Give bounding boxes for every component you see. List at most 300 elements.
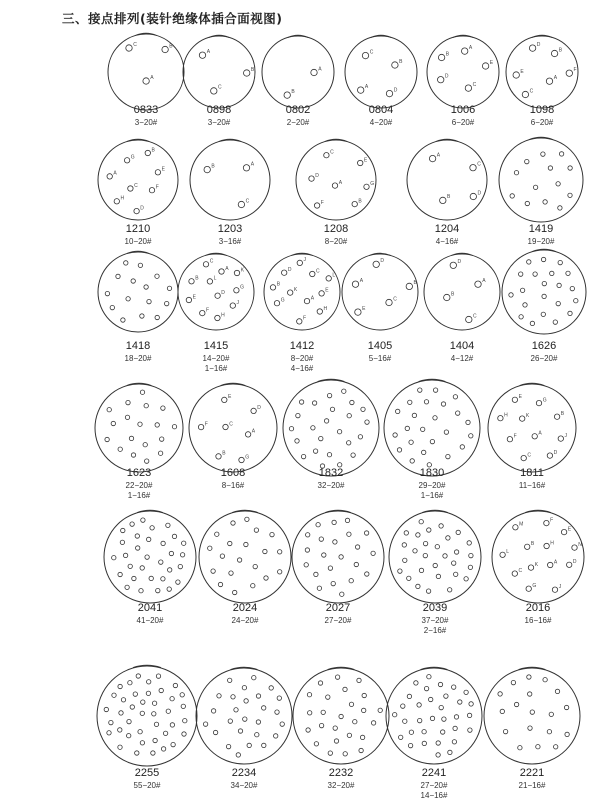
contact-spec: 4−16# [435,237,459,246]
contact-hole [317,309,322,314]
contact-letter: B [250,66,255,73]
contact-hole [533,185,537,189]
contact-hole [166,709,170,713]
contact-hole [475,281,481,287]
contact-hole [114,199,119,204]
contact-hole [256,720,260,724]
contact-letter: D [477,190,482,197]
contact-hole [407,694,411,698]
contact-hole [543,200,547,204]
contact-hole [565,732,569,736]
contact-letter: A [436,152,441,159]
contact-hole [498,416,503,421]
contact-hole [161,541,165,545]
contact-hole [568,193,572,197]
contact-hole [514,171,518,175]
contact-letter: B [291,88,295,95]
contact-hole [305,548,309,552]
contact-hole [121,318,125,322]
contact-hole [319,723,323,727]
contact-hole [566,70,572,76]
contact-hole [252,676,256,680]
contact-hole [243,165,249,171]
insert-outline [384,380,480,476]
contact-letter: A [553,75,558,81]
contact-letter: C [209,258,214,265]
contact-hole [359,748,363,752]
connector-face-1210 [90,132,186,228]
contact-hole [334,739,338,743]
contact-hole [199,52,205,58]
contact-hole [441,730,445,734]
contact-hole [470,193,476,199]
contact-letter: E [362,305,366,312]
contact-hole [513,72,519,78]
contact-hole [275,710,279,714]
contact-hole [542,294,546,298]
contact-letter: C [369,49,374,56]
contact-hole [127,719,131,723]
contact-hole [522,91,528,97]
contact-hole [118,745,122,749]
contact-spec: 4−16# [290,364,314,373]
contact-letter: B [195,275,199,282]
contact-hole [365,420,369,424]
contact-hole [155,423,159,427]
contact-hole [170,697,174,701]
contact-hole [256,694,260,698]
connector-face-2221 [476,660,588,772]
contact-hole [204,166,210,172]
contact-hole [326,695,330,699]
contact-hole [529,45,535,51]
contact-spec: 27−20# [420,781,448,790]
contact-hole [450,262,456,268]
contact-hole [433,416,437,420]
contact-hole [546,78,552,84]
contact-hole [306,533,310,537]
contact-hole [170,723,174,727]
connector-code: 1626 [531,340,557,352]
contact-hole [289,427,293,431]
contact-hole [446,454,450,458]
contact-hole [213,730,217,734]
contact-letter: A [318,66,322,73]
connector-code: 1623 [126,467,152,479]
insert-outline [296,140,376,220]
contact-hole [181,704,185,708]
contact-spec: 2−20# [286,118,310,127]
connector-face-2041 [96,503,204,611]
contact-hole [316,523,320,527]
contact-hole [140,711,144,715]
contact-letter: D [257,405,261,412]
insert-outline [292,511,384,603]
connector-face-1608 [181,376,285,480]
contact-letter: E [325,287,329,294]
contact-hole [128,564,132,568]
contact-hole [514,702,518,706]
contact-hole [284,92,290,98]
contact-spec: 3−16# [218,237,242,246]
contact-hole [468,728,472,732]
contact-hole [556,182,560,186]
contact-letter: C [134,182,138,189]
contact-letter: C [472,81,477,88]
contact-hole [270,532,274,536]
contact-hole [282,270,287,275]
contact-hole [228,719,232,723]
contact-letter: F [206,307,210,314]
contact-hole [558,260,562,264]
contact-hole [203,262,208,267]
contact-letter: H [120,195,125,202]
contact-hole [180,693,184,697]
contact-hole [153,738,157,742]
contact-hole [548,166,552,170]
contact-hole [159,560,163,564]
connector-face-1006 [419,28,507,116]
connector-code: 1418 [125,340,151,352]
contact-letter: A [538,430,542,437]
contact-hole [301,454,305,458]
contact-hole [138,263,142,267]
contact-hole [125,585,129,589]
contact-hole [446,536,450,540]
contact-hole [131,279,135,283]
contact-hole [362,52,368,58]
contact-hole [403,558,407,562]
contact-letter: B [358,198,362,205]
contact-hole [536,745,540,749]
contact-spec: 32−20# [327,781,355,790]
contact-hole [386,299,392,305]
contact-hole [228,541,232,545]
connector-code: 2234 [231,767,257,779]
connector-code: 1608 [220,467,246,479]
contact-hole [423,541,427,545]
contact-hole [111,421,115,425]
contact-hole [444,294,450,300]
insert-outline [190,140,270,220]
contact-hole [278,570,282,574]
contact-hole [116,274,120,278]
contact-hole [355,545,359,549]
connector-code: 1405 [367,340,393,352]
contact-hole [151,751,155,755]
contact-hole [230,303,235,308]
contact-hole [393,433,397,437]
contact-hole [435,545,439,549]
contact-letter: D [380,258,385,265]
contact-hole [364,184,369,189]
connector-code: 2221 [519,767,545,779]
contact-hole [528,726,532,730]
contact-hole [438,54,444,60]
contact-hole [558,436,563,441]
connector-code: 0802 [285,104,311,116]
contact-hole [321,710,325,714]
contact-spec: 1−16# [420,491,444,500]
contact-hole [126,400,130,404]
connector-code: 1006 [450,104,476,116]
contact-hole [438,682,442,686]
contact-hole [143,443,147,447]
contact-hole [468,565,472,569]
contact-hole [262,743,266,747]
contact-letter: E [489,59,494,66]
contact-hole [307,693,311,697]
contact-letter: C [473,313,477,320]
contact-hole [470,165,476,171]
insert-outline [196,668,292,764]
contact-hole [513,525,518,530]
contact-hole [311,426,315,430]
contact-spec: 19−20# [527,237,555,246]
connector-face-2016 [484,503,592,611]
contact-hole [333,540,337,544]
insert-outline [262,36,334,108]
contact-hole [404,531,408,535]
contact-hole [407,576,411,580]
contact-letter: C [527,452,532,459]
contact-hole [532,434,537,439]
contact-letter: J [558,584,562,590]
contact-hole [138,422,142,426]
contact-hole [141,700,145,704]
contact-hole [317,586,321,590]
contact-hole [566,271,570,275]
contact-letter: C [518,567,523,574]
contact-hole [464,690,468,694]
contact-hole [263,549,267,553]
contact-hole [328,751,332,755]
contact-hole [345,518,349,522]
contact-hole [340,592,344,596]
contact-hole [126,45,132,51]
contact-hole [149,576,153,580]
contact-hole [140,566,144,570]
contact-hole [264,576,268,580]
contact-hole [454,572,458,576]
contact-hole [186,297,191,302]
contact-hole [347,733,351,737]
contact-hole [244,70,250,76]
contact-hole [355,309,361,315]
contact-hole [544,543,549,548]
contact-spec: 34−20# [230,781,258,790]
contact-hole [503,729,507,733]
contact-letter: C [330,149,334,156]
connector-code: 1210 [125,223,151,235]
contact-hole [528,565,533,570]
contact-letter: A [206,49,211,55]
contact-hole [253,564,257,568]
contact-letter: C [529,88,534,95]
contact-spec: 1−16# [127,491,151,500]
contact-spec: 18−20# [124,354,152,363]
contact-hole [353,720,357,724]
contact-hole [110,305,114,309]
contact-hole [568,311,572,315]
contact-hole [427,528,431,532]
contact-hole [254,528,258,532]
contact-hole [527,675,531,679]
contact-hole [453,395,457,399]
contact-hole [568,166,572,170]
contact-hole [349,579,353,583]
contact-letter: D [315,172,319,179]
contact-hole [200,310,205,315]
contact-hole [207,279,212,284]
contact-hole [183,719,187,723]
insert-outline [488,384,576,472]
contact-hole [555,689,559,693]
contact-hole [247,743,251,747]
connector-code: 2016 [525,602,551,614]
contact-letter: B [530,541,535,548]
connector-face-1203 [182,132,278,228]
contact-hole [347,441,351,445]
contact-hole [222,397,227,402]
contact-letter: E [520,68,524,75]
contact-hole [507,437,512,442]
contact-letter: D [287,267,292,273]
contact-hole [416,533,420,537]
insert-outline [424,254,500,330]
contact-hole [155,170,160,175]
contact-hole [306,728,310,732]
contact-hole [398,569,402,573]
connector-face-2241 [378,660,490,772]
contact-hole [396,409,400,413]
contact-hole [182,732,186,736]
contact-hole [423,553,427,557]
contact-hole [239,457,244,462]
contact-letter: D [221,290,225,296]
contact-hole [452,685,456,689]
contact-hole [154,722,158,726]
contact-hole [147,537,151,541]
contact-hole [262,706,266,710]
contact-letter: A [553,559,558,566]
contact-hole [442,717,446,721]
contact-hole [454,550,458,554]
connector-face-2234 [188,660,300,772]
contact-hole [561,529,566,534]
contact-hole [277,696,281,700]
contact-hole [105,437,109,441]
contact-spec: 6−20# [451,118,475,127]
contact-letter: C [393,296,397,303]
contact-hole [351,453,355,457]
connector-face-1405 [334,246,426,338]
contact-hole [140,390,144,394]
contact-hole [176,580,180,584]
connector-face-0898 [175,28,263,116]
contact-hole [274,734,278,738]
contact-hole [333,726,337,730]
contact-hole [557,283,561,287]
contact-letter: C [229,421,233,428]
contact-hole [180,553,184,557]
connector-code: 0833 [133,104,159,116]
insert-outline [499,138,583,222]
contact-spec: 32−20# [317,481,345,490]
contact-hole [231,521,235,525]
contact-hole [544,520,549,525]
connector-code: 2041 [137,602,163,614]
contact-hole [327,453,331,457]
contact-hole [421,427,425,431]
contact-letter: C [133,41,137,48]
contact-hole [527,260,531,264]
connector-code: 2255 [134,767,160,779]
contact-hole [525,201,529,205]
contact-hole [234,270,239,275]
contact-hole [104,707,108,711]
contact-hole [133,692,137,696]
contact-hole [443,554,447,558]
insert-outline [98,140,178,220]
contact-hole [564,705,568,709]
contact-hole [547,730,551,734]
contact-hole [525,544,530,549]
contact-hole [324,419,328,423]
contact-letter: D [572,559,577,566]
contact-hole [123,553,127,557]
contact-spec: 4−12# [450,354,474,363]
contact-hole [554,745,558,749]
insert-outline [427,36,499,108]
connector-code: 0898 [206,104,232,116]
contact-hole [358,87,364,93]
contact-letter: L [332,272,336,279]
contact-hole [229,571,233,575]
contact-hole [144,404,148,408]
contact-hole [141,518,145,522]
contact-hole [215,315,220,320]
contact-hole [518,746,522,750]
contact-hole [541,257,545,261]
contact-hole [304,563,308,567]
contact-hole [319,537,323,541]
contact-hole [140,314,144,318]
contact-letter: C [218,84,222,91]
insert-outline [345,36,417,108]
contact-hole [416,584,420,588]
contact-hole [310,271,315,276]
contact-letter: D [393,87,398,94]
contact-hole [216,454,221,459]
contact-hole [328,566,332,570]
contact-letter: E [567,526,572,533]
contact-hole [223,424,228,429]
contact-hole [107,731,111,735]
contact-hole [554,414,559,419]
contact-hole [354,562,358,566]
contact-letter: G [130,154,135,161]
contact-spec: 41−20# [136,616,164,625]
contact-hole [211,569,215,573]
contact-letter: E [228,394,232,401]
contact-letter: H [323,305,328,312]
contact-hole [314,742,318,746]
contact-hole [408,400,412,404]
contact-hole [352,201,357,206]
contact-hole [364,531,368,535]
contact-hole [136,674,140,678]
